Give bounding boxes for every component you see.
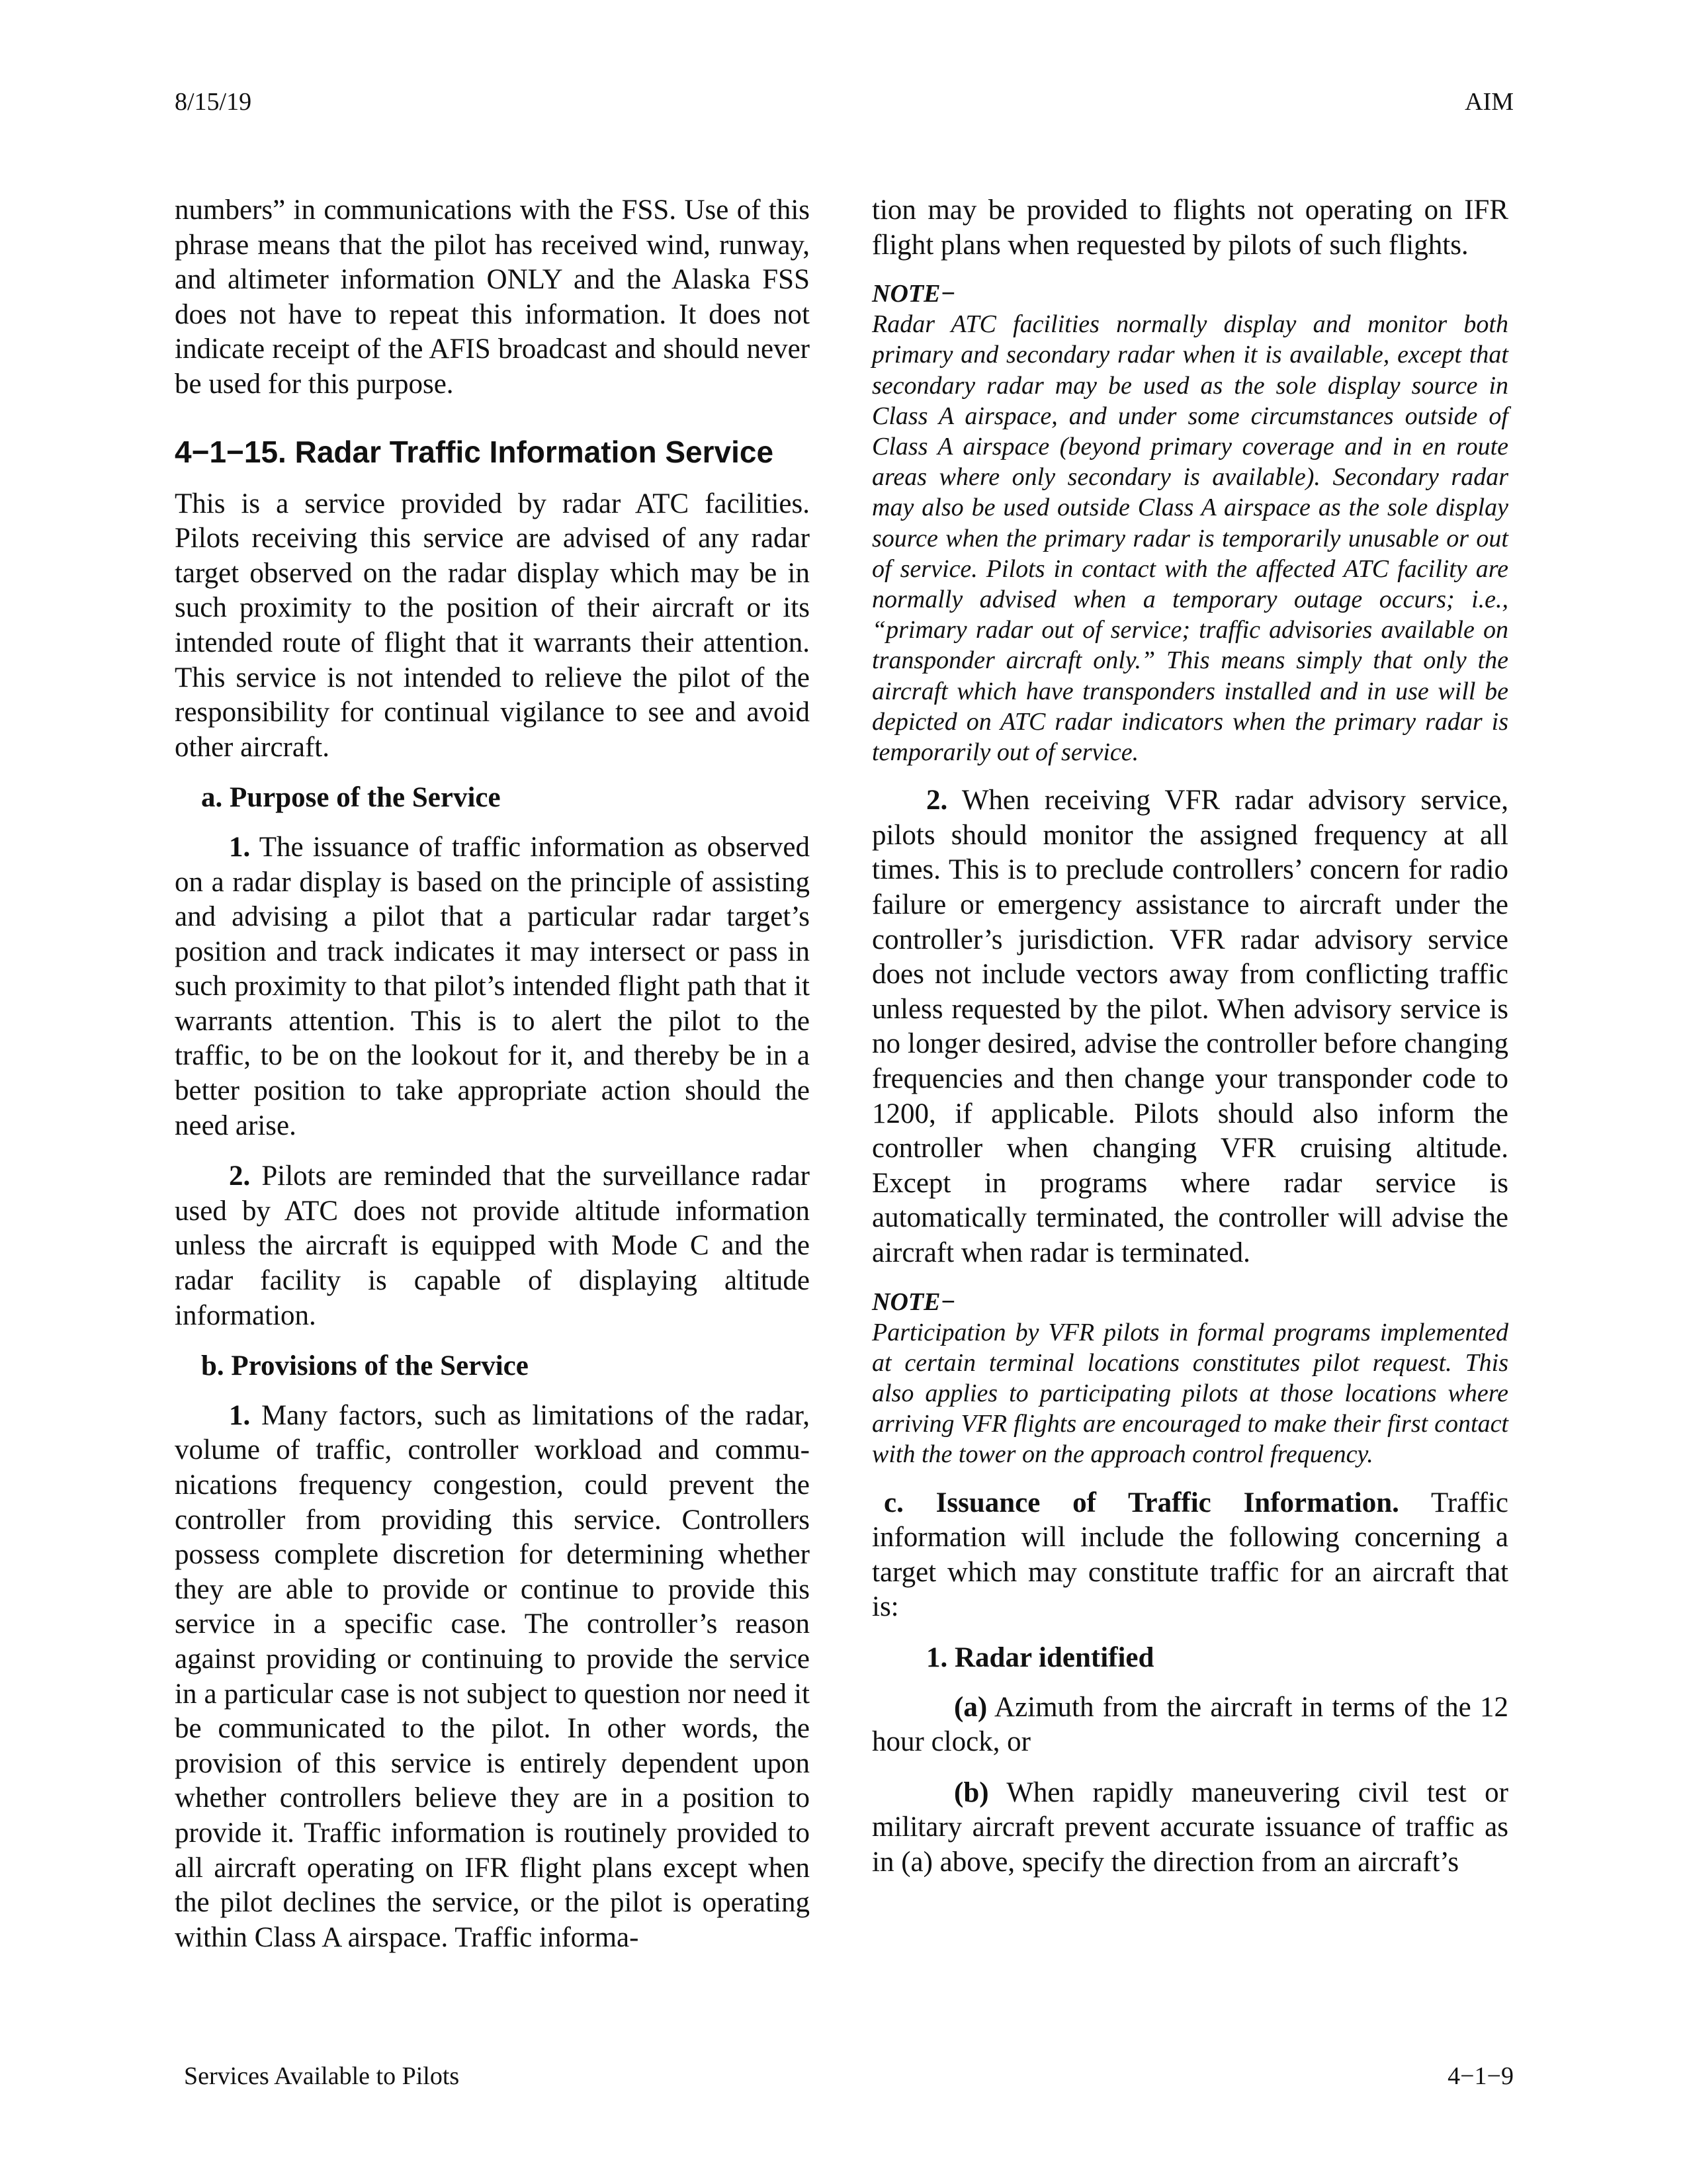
- header-title: AIM: [1465, 88, 1514, 116]
- item-number: 2.: [229, 1160, 251, 1192]
- note-label: NOTE−: [872, 1288, 956, 1316]
- paragraph-continued: tion may be provided to flights not operating on IFR flight plans when requested by pilots of such flights.: [872, 195, 1508, 261]
- paragraph-c: [872, 1486, 1508, 1625]
- note-text: Radar ATC facilities normally display and monitor both primary and secondary radar when it is available, except that secondary radar may be used as the sole display source in Class A airspace, and under some circumstances outside of Class A airspace (beyond primary coverage and in en route areas where only secondary is available). Secondary radar may also be used outside Class A airspace as the sole display source when the primary radar is temporarily unusable or out of service. Pilots in contact with the affected ATC facility are normally advised when a temporary outage occurs; i.e., “primary radar out of service; traffic advisories available on transponder aircraft only.” This means simply that only the aircraft which have transponders installed and in use will be depicted on ATC radar indicators when the primary radar is temporarily out of service.: [872, 310, 1508, 767]
- paragraph-continued: numbers” in communications with the FSS. Use of this phrase means that the pilot has received wind, runway, and altimeter information ONLY and the Alaska FSS does not have to repeat this information. It does not indicate receipt of the AFIS broadcast and should never be used for this purpose.: [175, 195, 810, 400]
- paragraph-b1: [175, 1399, 810, 1956]
- paragraph-ca: [872, 1690, 1508, 1760]
- subheading-issuance: c. Issuance of Traffic Information.: [884, 1487, 1399, 1518]
- item-number: 1.: [229, 831, 251, 863]
- paragraph-text: Traffic information will include the following concerning a target which may constitute traffic for an aircraft that is:: [872, 1487, 1508, 1623]
- item-label: (b): [954, 1776, 989, 1808]
- paragraph-cb: [872, 1776, 1508, 1880]
- item-text: When rapidly maneuvering civil test or military aircraft prevent accurate issuance of traffic as in (a) above, specify the direction from an aircraft’s: [872, 1776, 1508, 1878]
- subheading-provisions: b. Provisions of the Service: [201, 1350, 529, 1382]
- footer-page-number: 4−1−9: [1448, 2062, 1514, 2090]
- note-text: Participation by VFR pilots in formal programs implemented at certain terminal locations constitutes pilot request. This also applies to participating pilots at those locations where arriving VFR flights are encouraged to make their first contact with the tower on the approach control frequency.: [872, 1318, 1508, 1469]
- item-text: Pilots are reminded that the surveillance radar used by ATC does not provide altitude information unless the aircraft is equipped with Mode C and the radar facility is capable of displaying altitude information.: [175, 1160, 810, 1331]
- left-column: [175, 193, 810, 1971]
- subheading-purpose: a. Purpose of the Service: [201, 782, 501, 814]
- note-label: NOTE−: [872, 280, 956, 308]
- subheading-radar-identified: 1. Radar identified: [926, 1641, 1154, 1673]
- item-text: Azimuth from the aircraft in terms of the 12 hour clock, or: [872, 1691, 1508, 1758]
- paragraph-a1: [175, 830, 810, 1143]
- item-text: Many factors, such as limitations of the radar, volume of traffic, controller workload and commu-nications frequency congestion, could prevent the controller from providing this service. Controllers possess complete discretion for determining whether they are able to provide or continue to provide this service in a specific case. The controller’s reason against providing or continuing to provide the service in a particular case is not subject to question nor need it be communicated to the pilot. In other words, the provision of this service is entirely dependent upon whether controllers believe they are in a position to provide it. Traffic information is routinely provided to all aircraft operating on IFR flight plans except when the pilot declines the service, or the pilot is operating within Class A airspace. Traffic informa-: [175, 1399, 810, 1953]
- paragraph-b2: [872, 783, 1508, 1270]
- item-label: (a): [954, 1691, 988, 1723]
- item-text: When receiving VFR radar advisory service, pilots should monitor the assigned frequency at all times. This is to preclude controllers’ concern for radio failure or emergency assistance to aircraft under the controller’s jurisdiction. VFR radar advisory service does not include vectors away from conflicting traffic unless requested by the pilot. When advisory service is no longer desired, advise the controller before changing frequencies and then change your transponder code to 1200, if applicable. Pilots should also inform the controller when changing VFR cruising altitude. Except in programs where radar service is automatically terminated, the controller will advise the aircraft when radar is terminated.: [872, 785, 1508, 1268]
- footer-chapter: Services Available to Pilots: [184, 2062, 460, 2090]
- header-date: 8/15/19: [175, 88, 252, 116]
- right-column: [872, 193, 1508, 1896]
- paragraph-intro: This is a service provided by radar ATC facilities. Pilots receiving this service are advised of any radar target observed on the radar display which may be in such proximity to the position of their aircraft or its intended route of flight that it warrants their attention. This service is not intended to relieve the pilot of the responsibility for continual vigilance to see and avoid other aircraft.: [175, 488, 810, 763]
- item-number: 1.: [229, 1399, 251, 1431]
- section-title: 4−1−15. Radar Traffic Information Service: [175, 434, 774, 469]
- item-number: 2.: [926, 785, 948, 816]
- item-text: The issuance of traffic information as observed on a radar display is based on the principle of assisting and advising a pilot that a particular radar target’s position and track indicates it may intersect or pass in such proximity to that pilot’s intended flight path that it warrants attention. This is to alert the pilot to the traffic, to be on the lookout for it, and thereby be in a better position to take appropriate action should the need arise.: [175, 831, 810, 1141]
- paragraph-a2: [175, 1159, 810, 1333]
